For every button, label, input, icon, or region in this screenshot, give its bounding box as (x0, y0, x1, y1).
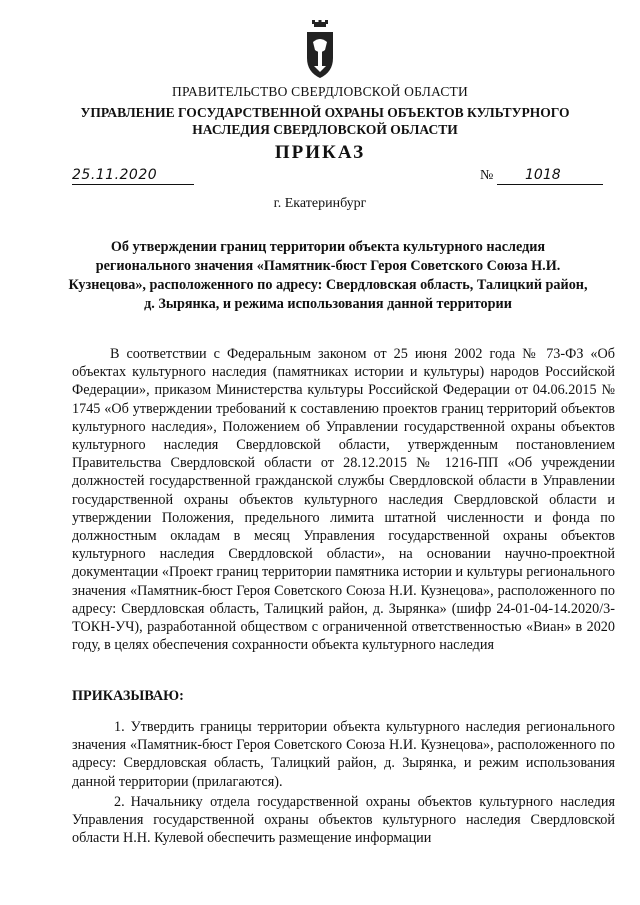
department-name: УПРАВЛЕНИЕ ГОСУДАРСТВЕННОЙ ОХРАНЫ ОБЪЕКТОВ КУЛЬТУРНОГО НАСЛЕДИЯ СВЕРДЛОВСКОЙ ОБЛАСТИ (80, 105, 570, 137)
date-value: 25.11.2020 (72, 167, 158, 183)
number-field (497, 160, 603, 185)
order-heading: ПРИКАЗЫВАЮ: (72, 688, 184, 704)
preamble-paragraph: В соответствии с Федеральным законом от 25 июня 2002 года № 73-ФЗ «Об объектах культурного наследия (памятниках истории и культуры) народов Российской Федерации», приказом Министерства культуры Российской Федерации от 04.06.2015 № 1745 «Об утверждении требований к составлению проектов границ территорий объектов культурного наследия», Положением об Управлении государственной охраны объектов культурного наследия Свердловской области, утвержденным постановлением Правительства Свердловской области от 28.12.2015 № 1216-ПП «Об учреждении должностей государственной гражданской службы Свердловской области в Управлении государственной охраны объектов культурного наследия Свердловской области и утверждении Положения, предельного лимита штатной численности и фонда по должностным окладам в месяц Управления государственной охраны объектов культурного наследия Свердловской области», на основании научно-проектной документации «Проект границ территории памятника истории и культуры регионального значения «Памятник-бюст Героя Советского Союза Н.И. Кузнецова», расположенного по адресу: Свердловская область, Талицкий район, д. Зырянка» (шифр 24-01-04-14.2020/3-ТОКН-УЧ), разработанной обществом с ограниченной ответственностью «Виан» в 2020 году, в целях обеспечения сохранности объекта культурного наследия (72, 346, 615, 654)
number-label: № (480, 168, 494, 183)
item-number: 2. (114, 794, 125, 810)
government-name: ПРАВИТЕЛЬСТВО СВЕРДЛОВСКОЙ ОБЛАСТИ (172, 84, 468, 99)
date-field (72, 160, 194, 185)
coat-of-arms-icon (303, 20, 337, 80)
item-text: Утвердить границы территории объекта культурного наследия регионального значения «Памятник-бюст Героя Советского Союза Н.И. Кузнецова», расположенного по адресу: Свердловская область, Талицкий район, д. Зырянка, и режим использования данной территории (прилагаются). (72, 719, 615, 790)
order-item (72, 718, 615, 791)
order-item (72, 793, 615, 848)
item-text: Начальнику отдела государственной охраны объектов культурного наследия Управления государственной охраны объектов культурного наследия Свердловской области Н.Н. Кулевой обеспечить размещение информации (72, 794, 615, 847)
number-value: 1018 (525, 167, 561, 183)
item-number: 1. (114, 719, 125, 735)
document-title: Об утверждении границ территории объекта культурного наследия регионального значения «Памятник-бюст Героя Советского Союза Н.И. Кузнецова», расположенного по адресу: Свердловская область, Талицкий район, д. Зырянка, и режима использования данной территории (68, 239, 588, 312)
city: г. Екатеринбург (273, 196, 367, 211)
document-type: ПРИКАЗ (274, 142, 366, 163)
